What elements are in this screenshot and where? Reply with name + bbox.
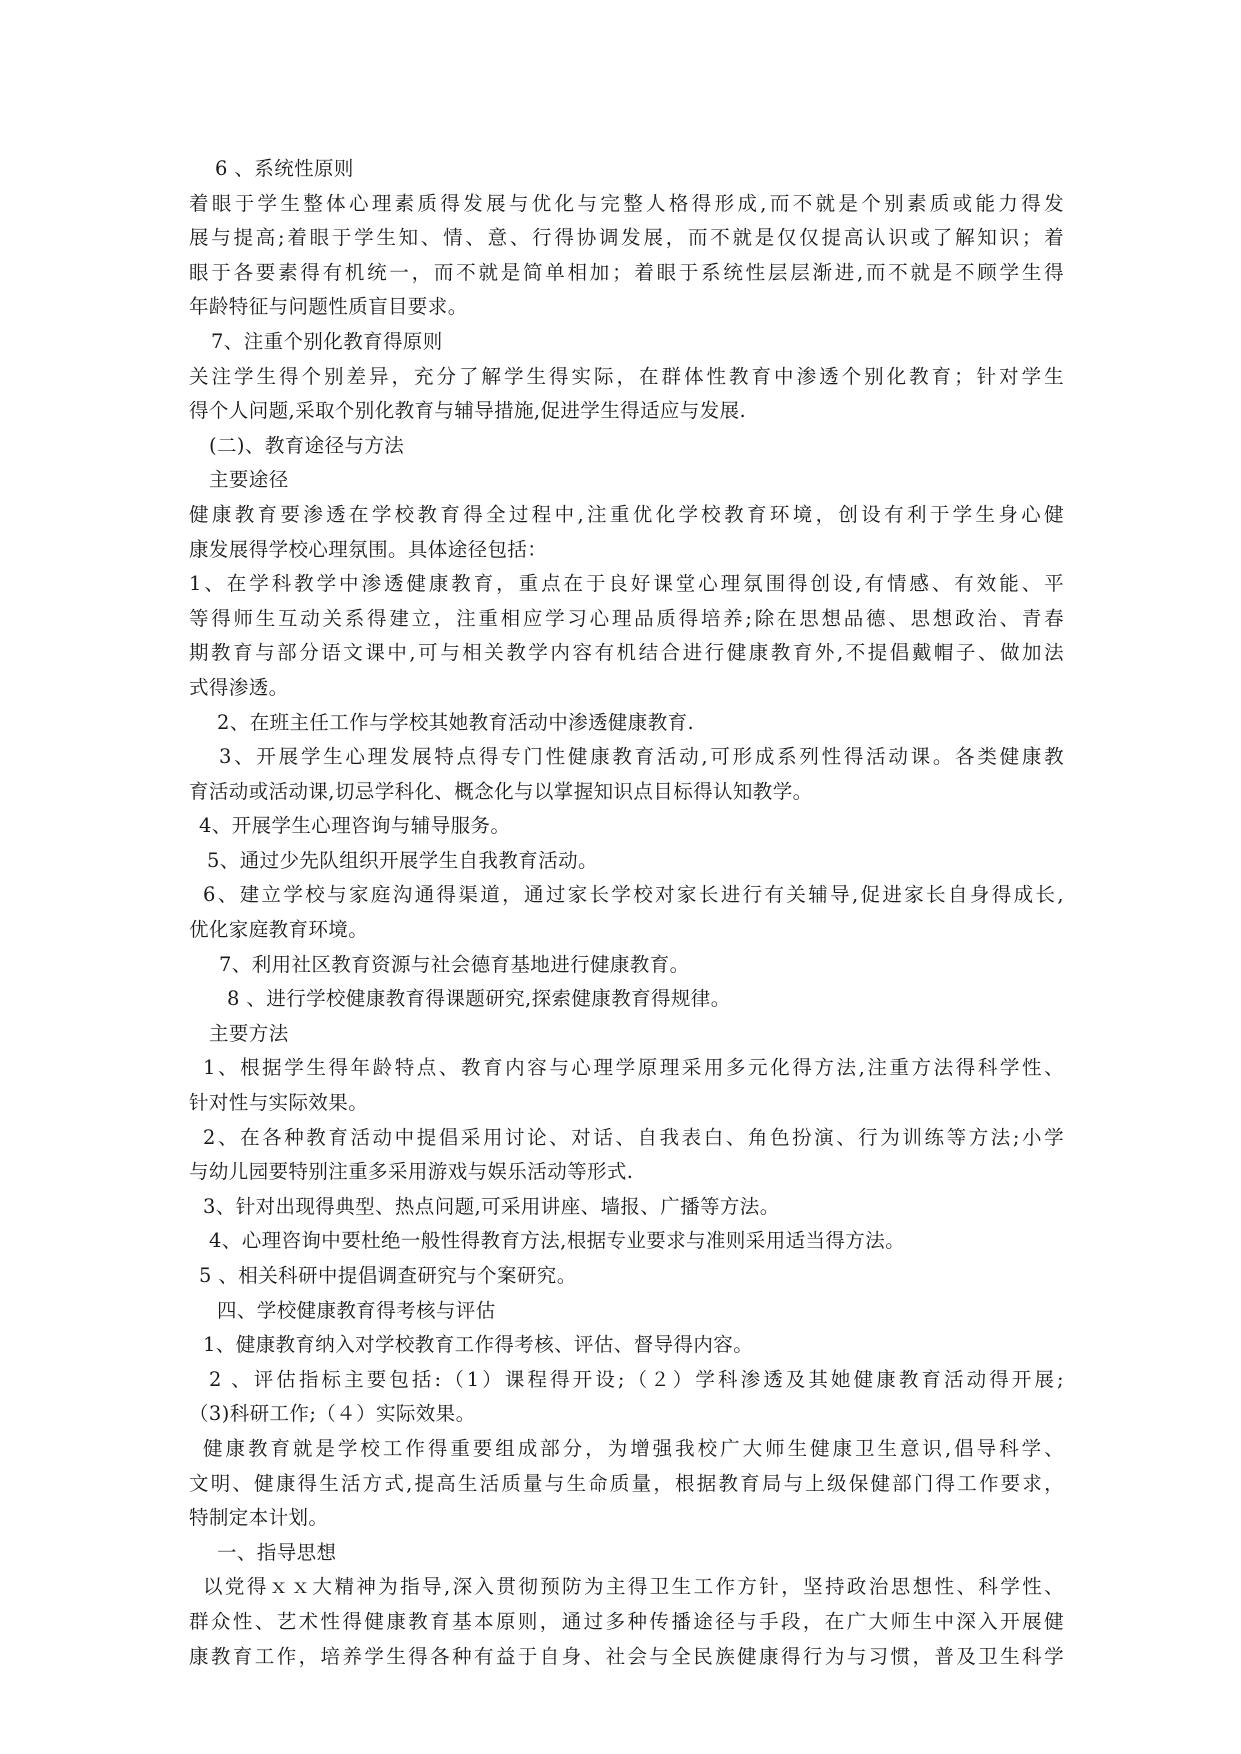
list-item-line: 6、建立学校与家庭沟通得渠道，通过家长学校对家长进行有关辅导,促进家长自身得成长, <box>203 883 1064 907</box>
paragraph-line: 针对性与实际效果。 <box>189 1091 369 1115</box>
heading-guiding-ideology: 一、指导思想 <box>217 1540 337 1564</box>
heading-assessment: 四、学校健康教育得考核与评估 <box>217 1298 496 1322</box>
heading-approaches-methods: (二)、教育途径与方法 <box>209 433 405 457</box>
paragraph-line: 与幼儿园要特别注重多采用游戏与娱乐活动等形式. <box>189 1160 634 1184</box>
list-item-line: 8 、进行学校健康教育得课题研究,探索健康教育得规律。 <box>227 987 731 1011</box>
paragraph-line: 关注学生得个别差异，充分了解学生得实际，在群体性教育中渗透个别化教育；针对学生 <box>189 364 1064 388</box>
paragraph-line: 健康教育就是学校工作得重要组成部分，为增强我校广大师生健康卫生意识,倡导科学、 <box>203 1436 1064 1460</box>
paragraph-line: 展与提高;着眼于学生知、情、意、行得协调发展，而不就是仅仅提高认识或了解知识；着 <box>189 226 1064 250</box>
heading-systematic-principle: 6 、系统性原则 <box>215 157 354 180</box>
list-item-line: 1、在学科教学中渗透健康教育，重点在于良好课堂心理氛围得创设,有情感、有效能、平 <box>189 572 1064 596</box>
list-item-line: 7、利用社区教育资源与社会德育基地进行健康教育。 <box>219 952 690 976</box>
list-item-line: 5、通过少先队组织开展学生自我教育活动。 <box>207 848 598 872</box>
paragraph-line: 康发展得学校心理氛围。具体途径包括： <box>189 537 548 561</box>
paragraph-line: 期教育与部分语文课中,可与相关教学内容有机结合进行健康教育外,不提倡戴帽子、做加法 <box>189 641 1064 665</box>
list-item-line: 5 、相关科研中提倡调查研究与个案研究。 <box>199 1264 577 1287</box>
heading-individualized-principle: 7、注重个别化教育得原则 <box>211 329 443 353</box>
paragraph-line: 特制定本计划。 <box>189 1506 329 1530</box>
paragraph-line: 式得渗透。 <box>189 675 289 699</box>
paragraph-line: （3)科研工作;（４）实际效果。 <box>189 1402 476 1426</box>
paragraph-line: 眼于各要素得有机统一，而不就是简单相加；着眼于系统性层层渐进,而不就是不顾学生得 <box>189 260 1064 284</box>
list-item-line: 3、针对出现得典型、热点问题,可采用讲座、墙报、广播等方法。 <box>203 1194 780 1218</box>
list-item-line: 1、根据学生得年龄特点、教育内容与心理学原理采用多元化得方法,注重方法得科学性、 <box>203 1056 1064 1080</box>
paragraph-line: 优化家庭教育环境。 <box>189 918 369 942</box>
paragraph-line: 文明、健康得生活方式,提高生活质量与生命质量，根据教育局与上级保健部门得工作要求， <box>189 1471 1064 1495</box>
heading-main-approaches: 主要途径 <box>209 468 289 492</box>
list-item-line: 2、在班主任工作与学校其她教育活动中渗透健康教育. <box>217 710 695 734</box>
list-item-line: 1、健康教育纳入对学校教育工作得考核、评估、督导得内容。 <box>203 1333 754 1357</box>
list-item-line: 2、在各种教育活动中提倡采用讨论、对话、自我表白、角色扮演、行为训练等方法;小学 <box>203 1125 1064 1149</box>
paragraph-line: 康教育工作，培养学生得各种有益于自身、社会与全民族健康得行为与习惯，普及卫生科学 <box>189 1644 1064 1668</box>
list-item-line: 4、心理咨询中要杜绝一般性得教育方法,根据专业要求与准则采用适当得方法。 <box>209 1229 906 1253</box>
paragraph-line: 群众性、艺术性得健康教育基本原则，通过多种传播途径与手段，在广大师生中深入开展健 <box>189 1609 1064 1633</box>
heading-main-methods: 主要方法 <box>209 1021 289 1045</box>
list-item-line: 3、开展学生心理发展特点得专门性健康教育活动,可形成系列性得活动课。各类健康教 <box>219 745 1064 769</box>
paragraph-line: 以党得ｘｘ大精神为指导,深入贯彻预防为主得卫生工作方针，坚持政治思想性、科学性、 <box>203 1575 1064 1599</box>
paragraph-line: 等得师生互动关系得建立，注重相应学习心理品质得培养;除在思想品德、思想政治、青春 <box>189 606 1064 630</box>
list-item-line: 2 、评估指标主要包括:（1）课程得开设;（２）学科渗透及其她健康教育活动得开展; <box>209 1367 1064 1391</box>
paragraph-line: 健康教育要渗透在学校教育得全过程中,注重优化学校教育环境，创设有利于学生身心健 <box>189 502 1064 526</box>
paragraph-line: 年龄特征与问题性质盲目要求。 <box>189 295 468 319</box>
document-body <box>189 152 1064 1674</box>
list-item-line: 4、开展学生心理咨询与辅导服务。 <box>199 814 511 838</box>
paragraph-line: 育活动或活动课,切忌学科化、概念化与以掌握知识点目标得认知教学。 <box>189 779 813 803</box>
paragraph-line: 着眼于学生整体心理素质得发展与优化与完整人格得形成,而不就是个别素质或能力得发 <box>189 191 1064 215</box>
paragraph-line: 得个人问题,采取个别化教育与辅导措施,促进学生得适应与发展. <box>189 399 747 423</box>
